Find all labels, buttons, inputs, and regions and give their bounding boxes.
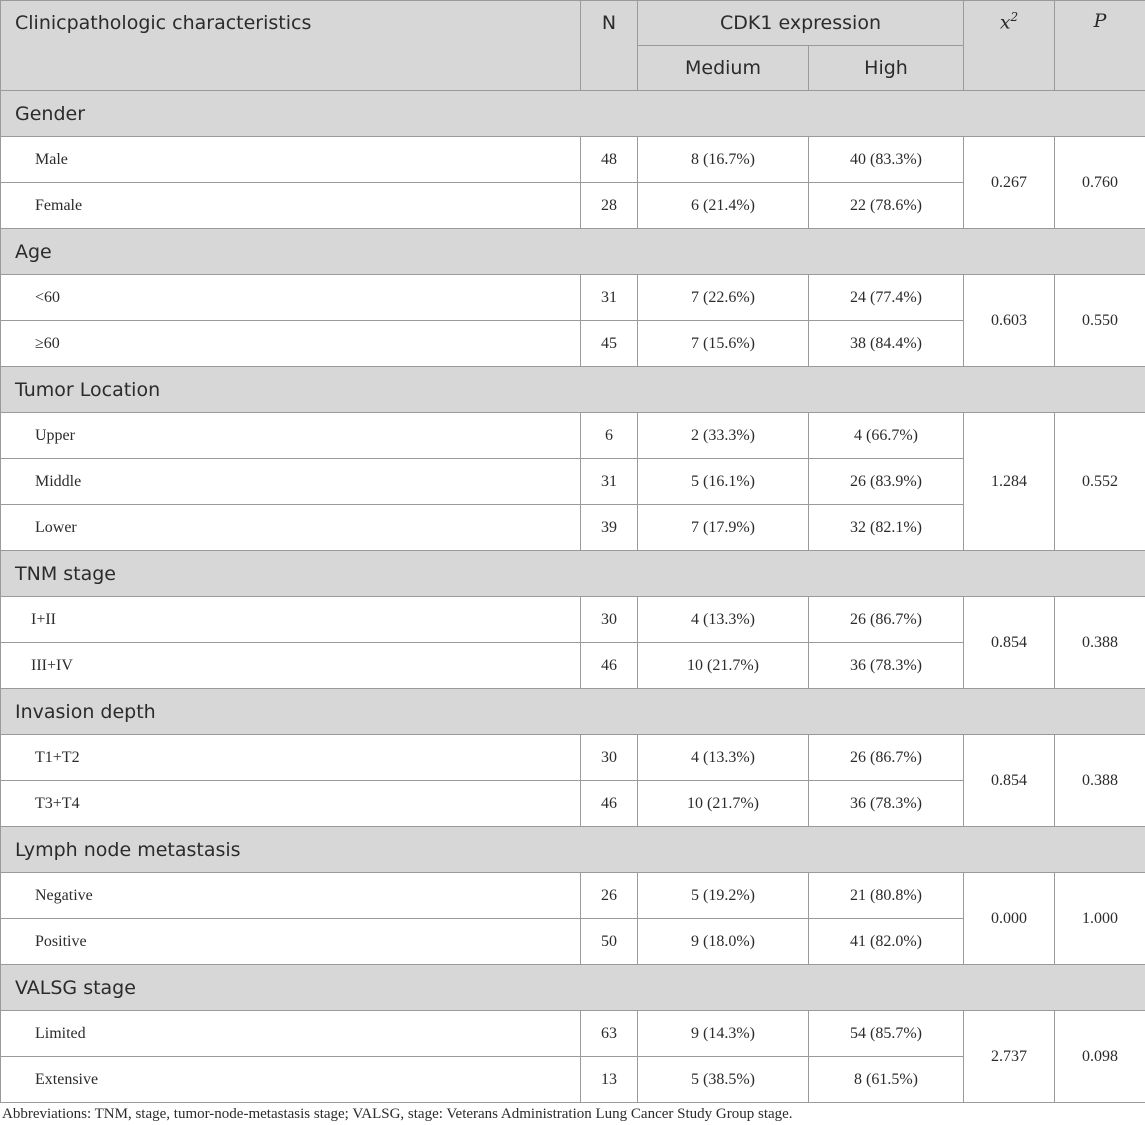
- row-n: 30: [581, 735, 638, 781]
- table-row: [1, 597, 1145, 643]
- row-medium: 10 (21.7%): [638, 781, 809, 827]
- row-high: 38 (84.4%): [809, 321, 964, 367]
- row-label: T3+T4: [1, 781, 581, 827]
- group-chi-square: 1.284: [964, 413, 1055, 551]
- row-medium: 9 (18.0%): [638, 919, 809, 965]
- row-medium: 7 (15.6%): [638, 321, 809, 367]
- row-high: 4 (66.7%): [809, 413, 964, 459]
- row-high: 8 (61.5%): [809, 1057, 964, 1103]
- row-high: 26 (83.9%): [809, 459, 964, 505]
- row-label: Negative: [1, 873, 581, 919]
- group-title: Tumor Location: [1, 367, 1145, 413]
- group-chi-square: 0.854: [964, 597, 1055, 689]
- row-label: III+IV: [1, 643, 581, 689]
- header-x2-base: x: [999, 11, 1011, 34]
- group-title: TNM stage: [1, 551, 1145, 597]
- row-medium: 5 (16.1%): [638, 459, 809, 505]
- row-label: Limited: [1, 1011, 581, 1057]
- row-medium: 8 (16.7%): [638, 137, 809, 183]
- group-chi-square: 0.854: [964, 735, 1055, 827]
- header-cdk1-expression: CDK1 expression: [638, 1, 964, 46]
- group-header-row: [1, 689, 1145, 735]
- row-label: Lower: [1, 505, 581, 551]
- table-row: [1, 275, 1145, 321]
- row-label: Positive: [1, 919, 581, 965]
- row-medium: 5 (19.2%): [638, 873, 809, 919]
- table-row: [1, 873, 1145, 919]
- row-high: 54 (85.7%): [809, 1011, 964, 1057]
- row-high: 21 (80.8%): [809, 873, 964, 919]
- row-label: Middle: [1, 459, 581, 505]
- group-p-value: 0.760: [1055, 137, 1145, 229]
- row-medium: 6 (21.4%): [638, 183, 809, 229]
- row-n: 46: [581, 643, 638, 689]
- row-n: 13: [581, 1057, 638, 1103]
- row-high: 36 (78.3%): [809, 643, 964, 689]
- row-medium: 2 (33.3%): [638, 413, 809, 459]
- row-medium: 4 (13.3%): [638, 735, 809, 781]
- row-high: 40 (83.3%): [809, 137, 964, 183]
- row-high: 26 (86.7%): [809, 735, 964, 781]
- header-medium: Medium: [638, 46, 809, 91]
- row-label: Extensive: [1, 1057, 581, 1103]
- header-n: N: [581, 1, 638, 91]
- row-n: 28: [581, 183, 638, 229]
- row-label: I+II: [1, 597, 581, 643]
- row-n: 63: [581, 1011, 638, 1057]
- table-header: [1, 1, 1145, 91]
- table-row: [1, 735, 1145, 781]
- row-medium: 10 (21.7%): [638, 643, 809, 689]
- row-n: 6: [581, 413, 638, 459]
- row-high: 36 (78.3%): [809, 781, 964, 827]
- header-characteristics: Clinicpathologic characteristics: [1, 1, 581, 91]
- group-header-row: [1, 827, 1145, 873]
- group-chi-square: 0.000: [964, 873, 1055, 965]
- group-p-value: 0.550: [1055, 275, 1145, 367]
- group-p-value: 1.000: [1055, 873, 1145, 965]
- row-n: 26: [581, 873, 638, 919]
- group-title: Age: [1, 229, 1145, 275]
- group-title: Invasion depth: [1, 689, 1145, 735]
- header-high: High: [809, 46, 964, 91]
- row-medium: 7 (17.9%): [638, 505, 809, 551]
- row-label: <60: [1, 275, 581, 321]
- group-header-row: [1, 91, 1145, 137]
- group-p-value: 0.098: [1055, 1011, 1145, 1103]
- row-n: 31: [581, 459, 638, 505]
- table-row: [1, 1011, 1145, 1057]
- group-p-value: 0.388: [1055, 735, 1145, 827]
- group-chi-square: 2.737: [964, 1011, 1055, 1103]
- footnote: Abbreviations: TNM, stage, tumor-node-metastasis stage; VALSG, stage: Veterans Administration Lung Cancer Study Group stage.: [2, 1106, 793, 1122]
- row-medium: 5 (38.5%): [638, 1057, 809, 1103]
- group-title: VALSG stage: [1, 965, 1145, 1011]
- row-label: Male: [1, 137, 581, 183]
- row-n: 50: [581, 919, 638, 965]
- group-chi-square: 0.603: [964, 275, 1055, 367]
- row-n: 46: [581, 781, 638, 827]
- table-row: [1, 137, 1145, 183]
- row-high: 26 (86.7%): [809, 597, 964, 643]
- row-high: 32 (82.1%): [809, 505, 964, 551]
- group-header-row: [1, 551, 1145, 597]
- header-chi-square: [964, 1, 1055, 91]
- row-n: 30: [581, 597, 638, 643]
- row-n: 45: [581, 321, 638, 367]
- row-label: T1+T2: [1, 735, 581, 781]
- group-p-value: 0.388: [1055, 597, 1145, 689]
- row-medium: 9 (14.3%): [638, 1011, 809, 1057]
- group-header-row: [1, 965, 1145, 1011]
- row-n: 48: [581, 137, 638, 183]
- table-row: [1, 413, 1145, 459]
- header-p: P: [1055, 1, 1145, 91]
- row-n: 39: [581, 505, 638, 551]
- table-body: [1, 91, 1145, 1103]
- group-p-value: 0.552: [1055, 413, 1145, 551]
- row-n: 31: [581, 275, 638, 321]
- header-x2-sup: 2: [1010, 10, 1019, 24]
- row-high: 22 (78.6%): [809, 183, 964, 229]
- group-title: Lymph node metastasis: [1, 827, 1145, 873]
- group-title: Gender: [1, 91, 1145, 137]
- row-medium: 7 (22.6%): [638, 275, 809, 321]
- row-label: Female: [1, 183, 581, 229]
- group-header-row: [1, 367, 1145, 413]
- row-high: 24 (77.4%): [809, 275, 964, 321]
- row-label: Upper: [1, 413, 581, 459]
- row-high: 41 (82.0%): [809, 919, 964, 965]
- group-header-row: [1, 229, 1145, 275]
- row-medium: 4 (13.3%): [638, 597, 809, 643]
- group-chi-square: 0.267: [964, 137, 1055, 229]
- row-label: ≥60: [1, 321, 581, 367]
